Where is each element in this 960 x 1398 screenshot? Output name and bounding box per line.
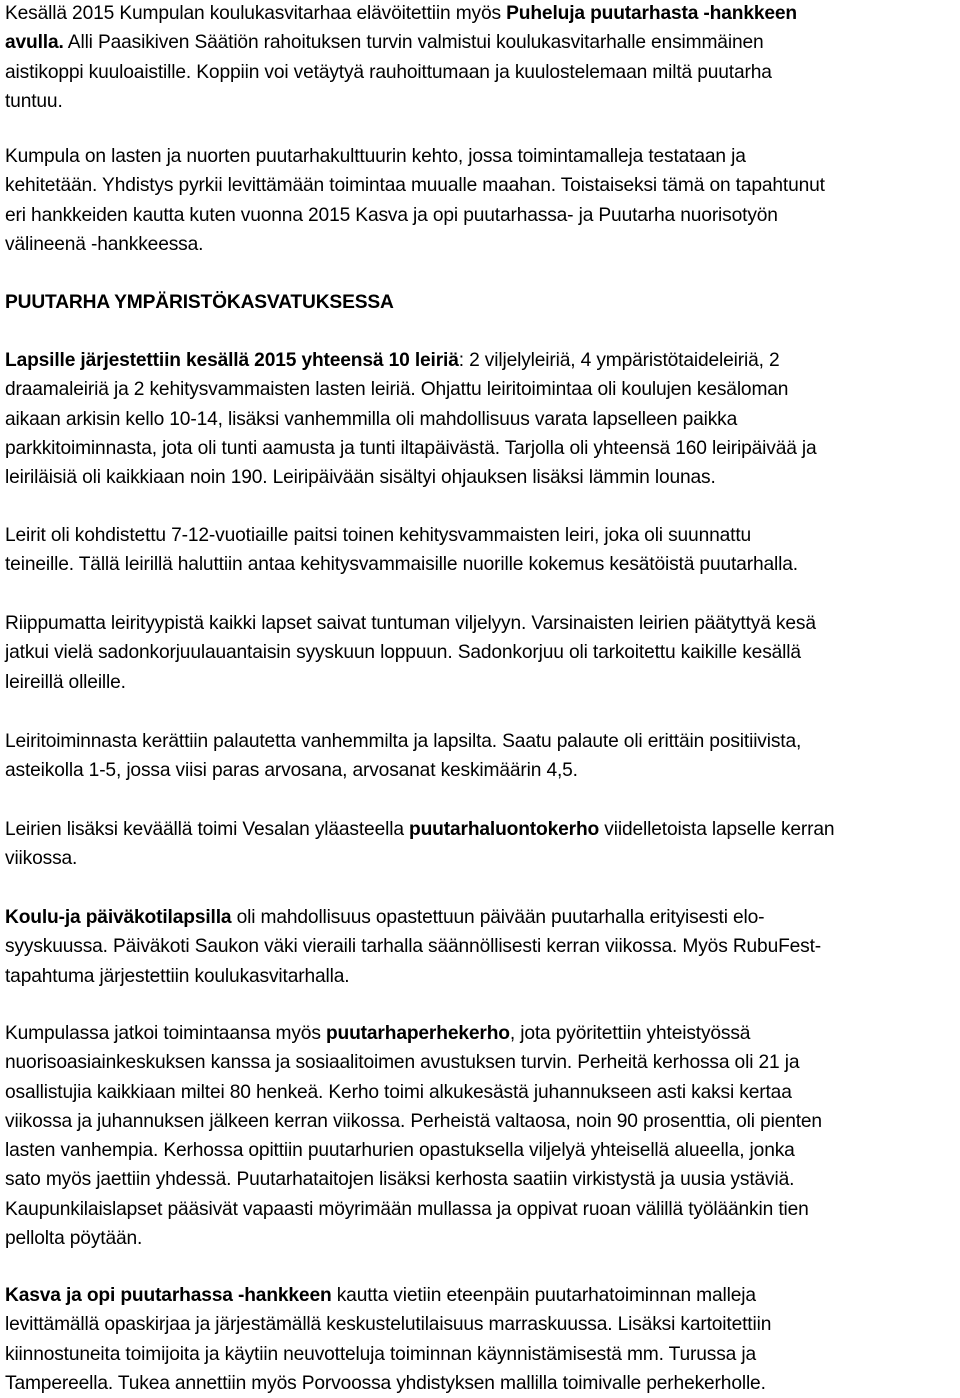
body-text: Riippumatta leirityypistä kaikki lapset saivat tuntuman viljelyyn. Varsinaisten leirien päätyttyä kesä (5, 613, 816, 634)
body-text: Kumpula on lasten ja nuorten puutarhakulttuurin kehto, jossa toimintamalleja testataan ja (5, 146, 746, 167)
text-line (5, 1340, 955, 1369)
body-text: parkkitoiminnasta, jota oli tunti aamusta ja tunti iltapäivästä. Tarjolla oli yhteensä 160 leiripäivää ja (5, 437, 817, 459)
text-line (5, 1369, 955, 1398)
text-line (5, 550, 955, 579)
body-text: lasten vanhempia. Kerhossa opittiin puutarhurien opastuksella viljelyä yhteisellä alueella, jonka (5, 1140, 795, 1162)
text-line (5, 28, 955, 57)
body-text: draamaleiriä ja 2 kehitysvammaisten lasten leiriä. Ohjattu leiritoimintaa oli koulujen kesäloman (5, 379, 789, 401)
text-line (5, 1165, 955, 1194)
bold-text: Puheluja puutarhasta -hankkeen (506, 3, 797, 24)
text-line (5, 201, 955, 230)
body-text: viikossa. (5, 848, 78, 870)
body-text: leiriläisiä oli kaikkiaan noin 190. Leiripäivään sisältyi ohjauksen lisäksi lämmin lounas. (5, 467, 716, 489)
body-text: nuorisoasiainkeskuksen kanssa ja sosiaalitoimen avustuksen turvin. Perheitä kerhossa oli 21 ja (5, 1052, 800, 1074)
body-text: Kaupunkilaislapset pääsivät vapaasti möyrimään mullassa ja oppivat ruoan välillä työläänkin tien (5, 1198, 809, 1220)
text-line (5, 1107, 955, 1136)
text-line (5, 405, 955, 434)
body-text: leireillä olleille. (5, 671, 126, 693)
body-text: Leiritoiminnasta kerättiin palautetta vanhemmilta ja lapsilta. Saatu palaute oli erittäin positiivista, (5, 731, 802, 752)
body-text: kiinnostuneita toimijoita ja käytiin neuvotteluja toiminnan käynnistämisestä mm. Turussa ja (5, 1343, 757, 1365)
body-text: tuntuu. (5, 90, 63, 112)
text-line (5, 1281, 955, 1310)
text-line (5, 521, 955, 550)
body-text: , jota pyöritettiin yhteistyössä (509, 1023, 751, 1044)
text-line (5, 230, 955, 259)
body-text: oli mahdollisuus opastettuun päivään puutarhalla erityisesti elo- (231, 907, 765, 928)
body-text: Alli Paasikiven Säätiön rahoituksen turvin valmistui koulukasvitarhalle ensimmäinen (63, 32, 764, 54)
body-text: viikossa ja juhannuksen jälkeen kerran viikossa. Perheistä valtaosa, noin 90 prosenttia, oli pienten (5, 1110, 822, 1132)
bold-text: Koulu-ja päiväkotilapsilla (5, 907, 232, 928)
text-line (5, 1078, 955, 1107)
bold-text: Lapsille järjestettiin kesällä 2015 yhteensä 10 leiriä (5, 350, 459, 371)
text-line (5, 142, 955, 171)
bold-text: Kasva ja opi puutarhassa -hankkeen (5, 1285, 332, 1306)
body-text: : 2 viljelyleiriä, 4 ympäristötaideleiriä, 2 (458, 350, 780, 371)
body-text: pellolta pöytään. (5, 1228, 143, 1250)
text-line (5, 932, 955, 961)
body-text: levittämällä opaskirjaa ja järjestämällä keskustelutilaisuus marraskuussa. Lisäksi kartoitettiin (5, 1314, 772, 1336)
paragraph-kasva-ja-opi (5, 1281, 955, 1398)
paragraph-kumpula-kehto (5, 142, 955, 259)
body-text: viidelletoista lapselle kerran (599, 819, 835, 840)
text-line (5, 1224, 955, 1253)
text-line (5, 288, 955, 317)
body-text: Kumpulassa jatkoi toimintaansa myös (5, 1023, 326, 1044)
text-line (5, 87, 955, 116)
bold-text: PUUTARHA YMPÄRISTÖKASVATUKSESSA (5, 292, 394, 313)
body-text: kautta vietiin eteenpäin puutarhatoiminnan malleja (331, 1285, 756, 1306)
body-text: sato myös jaettiin yhdessä. Puutarhataitojen lisäksi kerhosta saatiin virkistystä ja uusia ystäviä. (5, 1169, 795, 1191)
text-line (5, 1136, 955, 1165)
text-line (5, 1195, 955, 1224)
body-text: syyskuussa. Päiväkoti Saukon väki vieraili tarhalla säännöllisesti kerran viikossa. Myös RubuFest- (5, 936, 822, 958)
section-heading (5, 288, 955, 317)
body-text: teineille. Tällä leirillä haluttiin antaa kehitysvammaisille nuorille kokemus kesätöistä puutarhalla. (5, 554, 798, 576)
body-text: Leirien lisäksi keväällä toimi Vesalan yläasteella (5, 819, 410, 840)
text-line (5, 463, 955, 492)
bold-text: puutarhaperhekerho (325, 1023, 510, 1044)
text-line (5, 1019, 955, 1048)
paragraph-perhekerho (5, 1019, 955, 1253)
text-line (5, 609, 955, 638)
text-line (5, 434, 955, 463)
body-text: asteikolla 1-5, jossa viisi paras arvosana, arvosanat keskimäärin 4,5. (5, 760, 578, 782)
body-text: välineenä -hankkeessa. (5, 233, 204, 255)
text-line (5, 1048, 955, 1077)
paragraph-palaute (5, 727, 955, 786)
text-line (5, 0, 955, 28)
text-line (5, 727, 955, 756)
body-text: osallistujia kaikkiaan miltei 80 henkeä. Kerho toimi alkukesästä juhannukseen asti kaksi kertaa (5, 1081, 792, 1103)
paragraph-luontokerho (5, 815, 955, 874)
body-text: Tampereella. Tukea annettiin myös Porvoossa yhdistyksen mallilla toimivalle perhekerholle. (5, 1372, 766, 1394)
paragraph-koululapset (5, 903, 955, 991)
text-line (5, 638, 955, 667)
text-line (5, 668, 955, 697)
body-text: Leirit oli kohdistettu 7-12-vuotiaille paitsi toinen kehitysvammaisten leiri, joka oli suunnattu (5, 525, 752, 546)
paragraph-leirit-2015 (5, 346, 955, 492)
text-line (5, 1310, 955, 1339)
body-text: Kesällä 2015 Kumpulan koulukasvitarhaa elävöitettiin myös (5, 3, 507, 24)
text-line (5, 58, 955, 87)
body-text: eri hankkeiden kautta kuten vuonna 2015 Kasva ja opi puutarhassa- ja Puutarha nuorisotyön (5, 204, 778, 226)
paragraph-puheluja-puutarhasta (5, 0, 955, 116)
text-line (5, 756, 955, 785)
body-text: aikaan arkisin kello 10-14, lisäksi vanhemmilla oli mahdollisuus varata lapselleen paikka (5, 408, 738, 430)
body-text: jatkui vielä sadonkorjuulauantaisin syyskuun loppuun. Sadonkorjuu oli tarkoitettu kaikille kesällä (5, 642, 801, 664)
text-line (5, 815, 955, 844)
text-line (5, 375, 955, 404)
text-line (5, 962, 955, 991)
text-line (5, 903, 955, 932)
bold-text: puutarhaluontokerho (409, 819, 600, 840)
body-text: aistikoppi kuuloaistille. Koppiin voi vetäytyä rauhoittumaan ja kuulostelemaan miltä puutarha (5, 61, 772, 83)
bold-text: avulla. (5, 32, 64, 54)
body-text: kehitetään. Yhdistys pyrkii levittämään toimintaa muualle maahan. Toistaiseksi tämä on tapahtunut (5, 175, 825, 197)
body-text: tapahtuma järjestettiin koulukasvitarhalla. (5, 965, 350, 987)
text-line (5, 844, 955, 873)
text-line (5, 171, 955, 200)
text-line (5, 346, 955, 375)
paragraph-viljely (5, 609, 955, 697)
paragraph-leirien-kohderyhma (5, 521, 955, 580)
